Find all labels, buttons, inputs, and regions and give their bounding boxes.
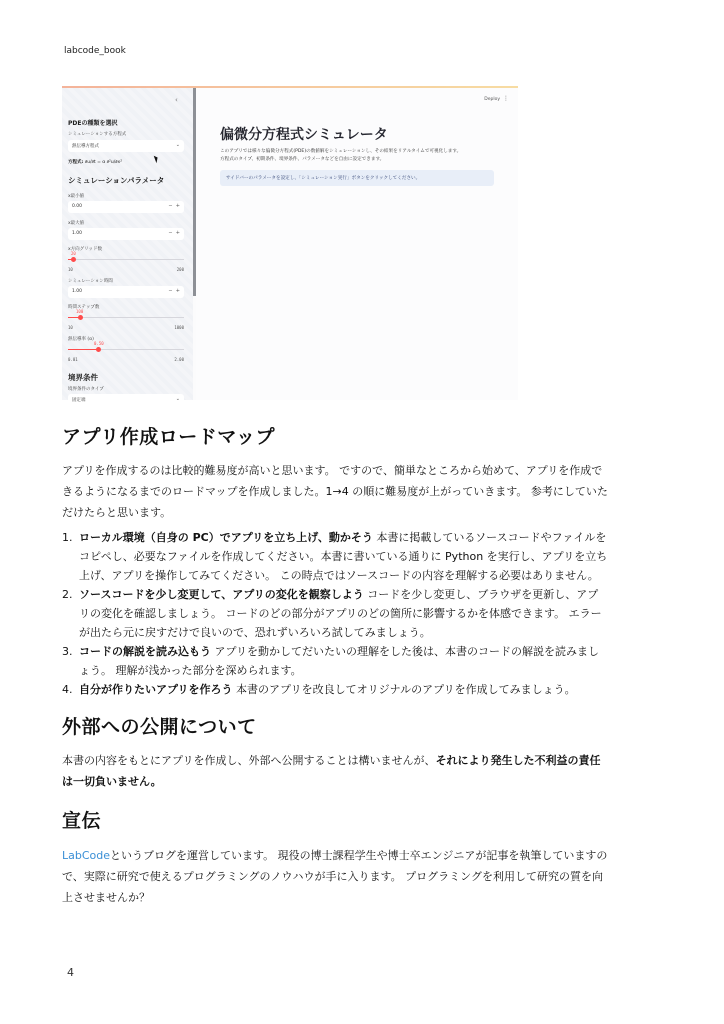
item-title: コードの解説を読み込もう: [79, 645, 211, 658]
item-title: ソースコードを少し変更して、アプリの変化を観察しよう: [79, 588, 364, 601]
item-number: 1.: [62, 531, 73, 544]
roadmap-intro: アプリを作成するのは比較的難易度が高いと思います。 ですので、簡単なところから始めて、アプリを作成できるようになるまでのロードマップを作成しました。1→4 の順に難易度が上がっていきます。 参考にしていただけたらと思います。: [62, 464, 608, 519]
x-max-input[interactable]: [68, 228, 184, 240]
time-steps-range: [68, 325, 184, 330]
item-title: ローカル環境（自身の PC）でアプリを立ち上げ、動かそう: [79, 531, 373, 544]
item-body: コードを少し変更し、ブラウザを更新し、アプリの変化を確認しましょう。 コードのどの部分がアプリのどの箇所に影響するかを体感できます。 エラーが出たら元に戻すだけで良いので、恐れずいろいろ試してみましょう。: [79, 588, 602, 639]
item-number: 2.: [62, 588, 73, 601]
slider-track: [68, 259, 184, 260]
sidebar: [62, 88, 193, 403]
minus-icon[interactable]: −: [168, 203, 173, 209]
x-grid-min: 10: [68, 267, 73, 272]
equation-formula-value: ∂u/∂t = α ∂²u/∂x²: [84, 160, 122, 165]
running-header: labcode_book: [64, 46, 126, 56]
plus-icon[interactable]: +: [175, 203, 180, 209]
time-steps-max: 1000: [174, 325, 184, 330]
chevron-down-icon: ⌄: [175, 396, 180, 402]
alpha-value: 0.50: [94, 341, 104, 346]
x-min-value: 0.00: [72, 204, 83, 209]
x-max-stepper[interactable]: [168, 230, 180, 236]
equation-formula-label: 方程式:: [68, 160, 84, 165]
equation-select[interactable]: [68, 140, 184, 152]
promo-text-body: というブログを運営しています。 現役の博士課程学生や博士卒エンジニアが記事を執筆していますので、実際に研究で使えるプログラミングのノウハウが手に入ります。 プログラミングを利用して研究の質を向上させませんか？: [62, 849, 608, 904]
x-min-label: x最小値: [68, 194, 85, 199]
x-grid-label: x方向グリッド数: [68, 247, 102, 252]
roadmap-heading: アプリ作成ロードマップ: [62, 426, 275, 448]
x-min-stepper[interactable]: [168, 203, 180, 209]
mouse-cursor-icon: [154, 155, 160, 164]
item-number: 4.: [62, 683, 73, 696]
params-heading: シミュレーションパラメータ: [68, 176, 165, 185]
publishing-heading: 外部への公開について: [62, 716, 257, 738]
app-description-line-1: このアプリでは様々な偏微分方程式(PDE)の数値解をシミュレーションし、その結果をリアルタイムで可視化します。: [220, 149, 462, 154]
publishing-text: [62, 750, 608, 792]
app-title: 偏微分方程式シミュレータ: [220, 127, 388, 143]
item-body: アプリを動かしてだいたいの理解をした後は、本書のコードの解説を読みましょう。 理解が浅かった部分を深められます。: [79, 645, 600, 677]
slider-handle[interactable]: [96, 347, 101, 352]
alpha-label: 熱伝導率 (α): [68, 337, 94, 342]
time-steps-label: 時間ステップ数: [68, 305, 100, 310]
pde-heading: PDEの種類を選択: [68, 120, 118, 127]
x-max-value: 1.00: [72, 231, 83, 236]
time-steps-value: 100: [76, 309, 84, 314]
item-body: 本書のアプリを改良してオリジナルのアプリを作成してみましょう。: [232, 683, 576, 696]
alpha-range: [68, 357, 184, 362]
main-menu-icon[interactable]: ⋮: [503, 95, 509, 102]
labcode-link[interactable]: LabCode: [62, 849, 111, 862]
roadmap-item: [62, 585, 608, 642]
x-grid-max: 200: [176, 267, 184, 272]
minus-icon[interactable]: −: [168, 230, 173, 236]
sim-time-stepper[interactable]: [168, 288, 180, 294]
boundary-type-value: 固定端: [72, 398, 86, 403]
item-title: 自分が作りたいアプリを作ろう: [79, 683, 233, 696]
promo-text: [62, 845, 608, 908]
publishing-text-normal: 本書の内容をもとにアプリを作成し、外部へ公開することは構いませんが、: [62, 754, 436, 767]
sim-time-input[interactable]: [68, 286, 184, 298]
x-grid-slider[interactable]: [68, 251, 184, 267]
time-steps-slider[interactable]: [68, 309, 184, 325]
alpha-max: 2.00: [174, 357, 184, 362]
slider-handle[interactable]: [71, 257, 76, 262]
slider-track: [68, 317, 184, 318]
minus-icon[interactable]: −: [168, 288, 173, 294]
item-body: 本書に掲載しているソースコードやファイルをコピペし、必要なファイルを作成してください。本書に書いている通りに Python を実行し、アプリを立ち上げ、アプリを操作してみてください。 この時点ではソースコードの内容を理解する必要はありません。: [79, 531, 608, 582]
x-grid-range: [68, 267, 184, 272]
app-description: [220, 148, 510, 164]
boundary-type-label: 境界条件のタイプ: [68, 387, 104, 392]
equation-select-value: 熱伝導方程式: [72, 144, 99, 149]
roadmap-item: [62, 680, 608, 699]
equation-formula: [68, 159, 122, 165]
roadmap-item: [62, 642, 608, 680]
publishing-text-bold: それにより発生した不利益の責任は一切負いません。: [62, 754, 601, 788]
boundary-type-select[interactable]: [68, 394, 184, 406]
alpha-slider[interactable]: [68, 341, 184, 357]
alpha-min: 0.01: [68, 357, 78, 362]
plus-icon[interactable]: +: [175, 288, 180, 294]
promo-heading: 宣伝: [62, 810, 102, 832]
roadmap-list: [62, 528, 608, 699]
app-main-area: [196, 88, 518, 400]
slider-fill: [68, 349, 98, 350]
equation-label: シミュレーションする方程式: [68, 132, 127, 137]
slider-handle[interactable]: [78, 315, 83, 320]
app-screenshot-figure: [62, 86, 518, 403]
x-grid-value: 20: [71, 251, 76, 256]
boundary-heading: 境界条件: [68, 373, 98, 382]
page-number: 4: [67, 966, 74, 979]
collapse-sidebar-icon[interactable]: ‹: [175, 96, 178, 104]
chevron-down-icon: ⌄: [175, 142, 180, 148]
deploy-button[interactable]: Deploy: [484, 97, 500, 102]
sim-time-label: シミュレーション時間: [68, 279, 113, 284]
plus-icon[interactable]: +: [175, 230, 180, 236]
sim-time-value: 1.00: [72, 289, 83, 294]
app-description-line-2: 方程式のタイプ、初期条件、境界条件、パラメータなどを自由に設定できます。: [220, 157, 385, 162]
roadmap-item: [62, 528, 608, 585]
time-steps-min: 10: [68, 325, 73, 330]
info-alert: サイドバーのパラメータを設定し、「シミュレーション実行」ボタンをクリックしてください。: [220, 170, 494, 186]
x-min-input[interactable]: [68, 201, 184, 213]
item-number: 3.: [62, 645, 73, 658]
x-max-label: x最大値: [68, 221, 85, 226]
